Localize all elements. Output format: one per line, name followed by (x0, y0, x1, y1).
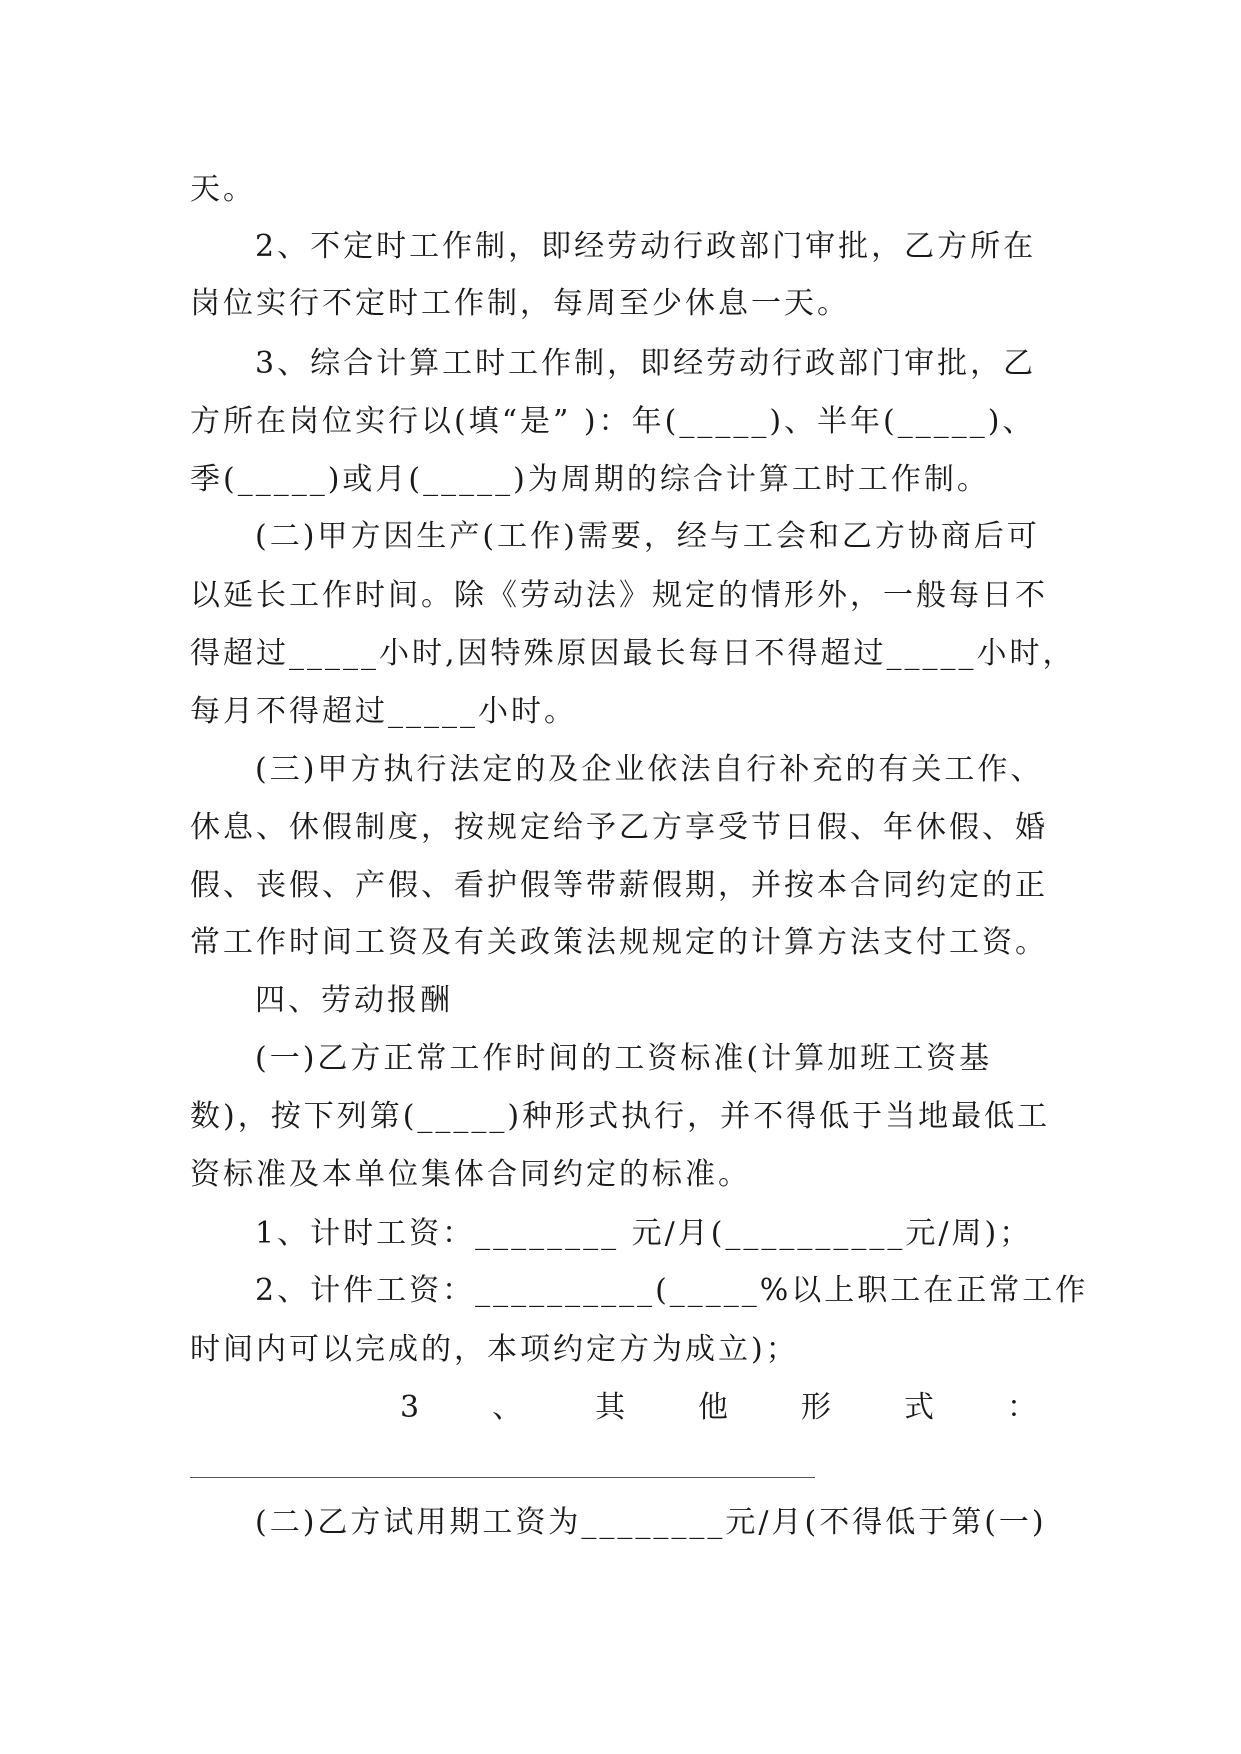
text-line: 岗位实行不定时工作制，每周至少休息一天。 (190, 286, 850, 321)
text-line: 假、丧假、产假、看护假等带薪假期，并按本合同约定的正 (190, 868, 1048, 903)
spread-char: 其 (595, 1390, 629, 1425)
text-line: 2、计件工资：__________(_____%以上职工在正常工作 (255, 1273, 1089, 1308)
text-line: 天。 (190, 172, 256, 207)
spread-char: 、 (492, 1390, 526, 1425)
text-line: 常工作时间工资及有关政策法规规定的计算方法支付工资。 (190, 925, 1048, 960)
text-line: (三)甲方执行法定的及企业依法自行补充的有关工作、 (255, 752, 1044, 787)
text-line: (二)甲方因生产(工作)需要，经与工会和乙方协商后可 (255, 519, 1040, 554)
spread-char: 3 (400, 1390, 423, 1425)
text-line: 时间内可以完成的，本项约定方为成立)； (190, 1332, 799, 1367)
text-line: 3、综合计算工时工作制，即经劳动行政部门审批，乙 (255, 346, 1037, 381)
section-heading: 四、劳动报酬 (255, 983, 453, 1018)
text-line: (二)乙方试用期工资为________元/月(不得低于第(一) (255, 1505, 1047, 1540)
text-line: 季(_____)或月(_____)为周期的综合计算工时工作制。 (190, 462, 990, 497)
text-line: 休息、休假制度，按规定给予乙方享受节日假、年休假、婚 (190, 810, 1048, 845)
text-line: 1、计时工资：________ 元/月(__________元/周)； (255, 1216, 1033, 1251)
text-line: 资标准及本单位集体合同约定的标准。 (190, 1157, 751, 1192)
spread-char: ： (1007, 1390, 1040, 1425)
spread-text-line (400, 1388, 1040, 1428)
text-line: 方所在岗位实行以(填“是” )：年(_____)、半年(_____)、 (190, 404, 1036, 439)
text-line: 得超过_____小时,因特殊原因最长每日不得超过_____小时， (190, 636, 1076, 671)
spread-char: 式 (904, 1390, 938, 1425)
spread-char: 他 (698, 1390, 732, 1425)
text-line: (一)乙方正常工作时间的工资标准(计算加班工资基 (255, 1041, 993, 1076)
text-line: 数)，按下列第(_____)种形式执行，并不得低于当地最低工 (190, 1099, 1051, 1134)
text-line: 以延长工作时间。除《劳动法》规定的情形外，一般每日不 (190, 578, 1048, 613)
text-line: 2、不定时工作制，即经劳动行政部门审批，乙方所在 (255, 229, 1037, 264)
text-line: 每月不得超过_____小时。 (190, 694, 577, 729)
blank-fill-line (190, 1477, 815, 1478)
spread-char: 形 (801, 1390, 835, 1425)
